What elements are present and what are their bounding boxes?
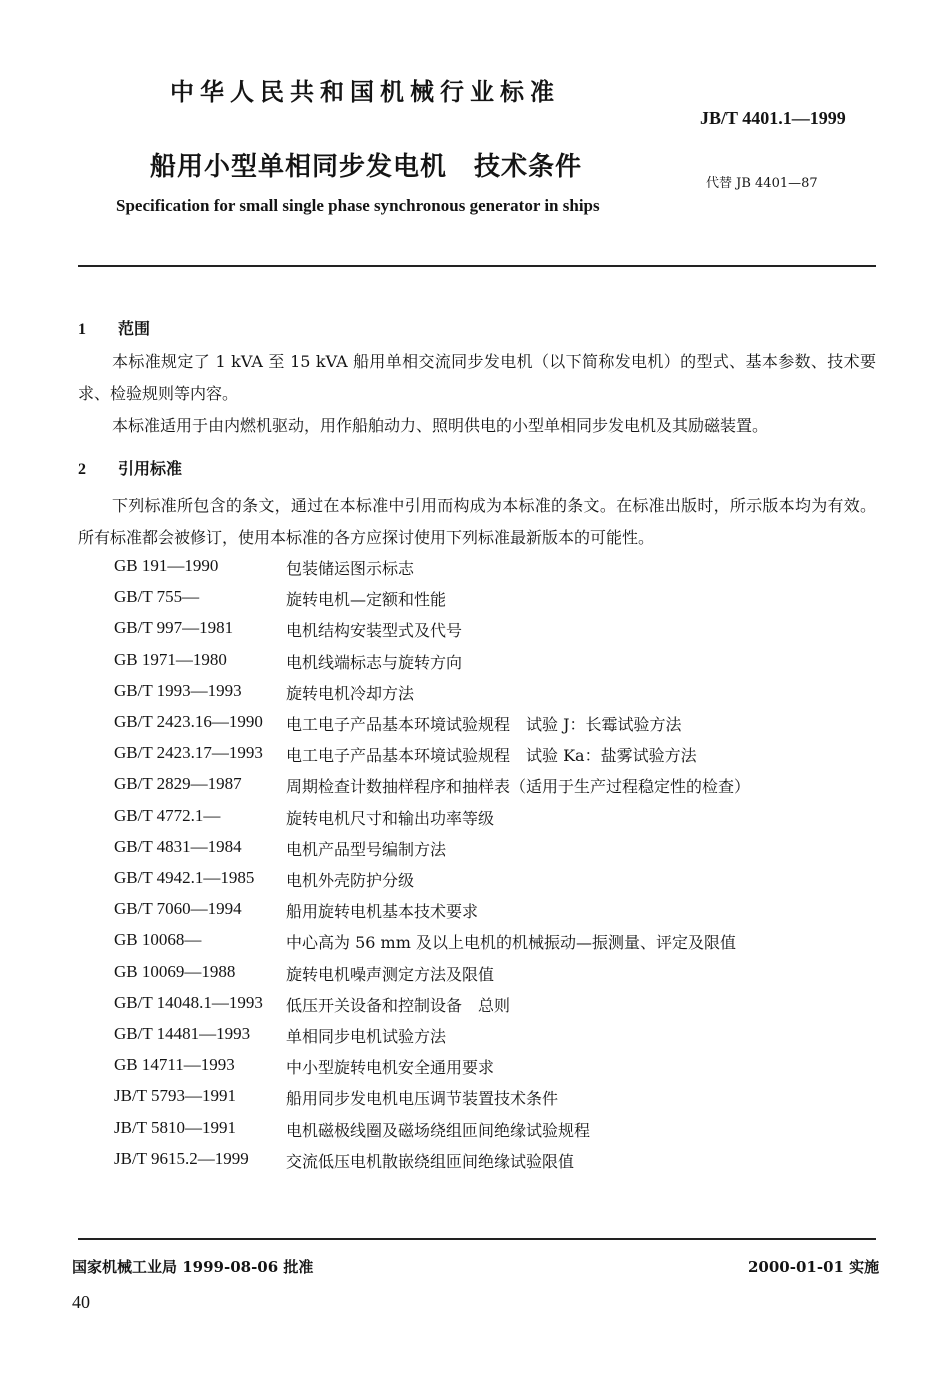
reference-code: GB 1971—1980 [114,649,227,669]
reference-title: 电机磁极线圈及磁场绕组匝间绝缘试验规程 [286,1120,591,1140]
reference-title: 电机外壳防护分级 [286,871,415,890]
reference-code: GB/T 4831—1984 [114,836,242,856]
reference-title: 电工电子产品基本环境试验规程 试验 J：长霉试验方法 [286,715,682,734]
reference-code: GB/T 1993—1993 [114,680,242,700]
document-title: 船用小型单相同步发电机 技术条件 [150,152,583,182]
reference-code: JB/T 5793—1991 [114,1086,237,1106]
reference-title: 低压开关设备和控制设备 总则 [286,995,511,1015]
scope-paragraph-2: 本标准适用于由内燃机驱动，用作船舶动力、照明供电的小型单相同步发电机及其励磁装置。 [112,416,769,435]
reference-title: 旋转电机尺寸和输出功率等级 [286,808,495,828]
reference-title: 单相同步电机试验方法 [286,1027,447,1046]
header-divider [78,265,876,267]
reference-title: 交流低压电机散嵌绕组匝间绝缘试验限值 [286,1151,575,1171]
replaces-standard: 代替 JB 4401—87 [706,176,818,191]
standard-number: JB/T 4401.1—1999 [700,108,846,128]
reference-title: 电机结构安装型式及代号 [286,621,463,641]
reference-code: GB/T 14048.1—1993 [114,992,263,1012]
footer-divider [78,1238,876,1240]
reference-code: GB/T 2423.16—1990 [114,712,263,731]
page-number: 40 [72,1292,90,1312]
references-intro-paragraph: 下列标准所包含的条文，通过在本标准中引用而构成为本标准的条文。在标准出版时，所示版本均为有效。所有标准都会被修订，使用本标准的各方应探讨使用下列标准最新版本的可能性。 [78,496,876,547]
section-title: 范围 [118,319,151,338]
reference-code: GB/T 14481—1993 [114,1024,251,1043]
approval-date: 国家机械工业局 1999-08-06 批准 [72,1258,314,1276]
reference-code: GB/T 4942.1—1985 [114,868,255,887]
section-heading-scope [78,316,150,339]
reference-title: 旋转电机—定额和性能 [286,590,447,610]
reference-title: 周期检查计数抽样程序和抽样表（适用于生产过程稳定性的检查） [286,777,751,797]
reference-code: GB 191—1990 [114,556,219,575]
reference-code: GB/T 2829—1987 [114,774,242,794]
reference-title: 电机线端标志与旋转方向 [286,652,463,672]
reference-code: GB 14711—1993 [114,1055,235,1075]
reference-code: GB 10069—1988 [114,961,236,981]
implementation-date: 2000-01-01 实施 [748,1258,880,1276]
reference-title: 船用旋转电机基本技术要求 [286,902,479,922]
reference-code: GB/T 2423.17—1993 [114,743,263,763]
issuing-authority-title: 中华人民共和国机械行业标准 [170,78,560,106]
reference-title: 中心高为 56 mm 及以上电机的机械振动—振测量、评定及限值 [286,933,736,953]
section-title: 引用标准 [118,459,183,478]
scope-paragraph-1: 本标准规定了 1 kVA 至 15 kVA 船用单相交流同步发电机（以下简称发电机）的型式、基本参数、技术要求、检验规则等内容。 [78,352,876,403]
reference-code: GB/T 4772.1— [114,805,221,825]
reference-title: 电机产品型号编制方法 [286,839,447,859]
reference-title: 旋转电机冷却方法 [286,683,415,703]
reference-code: JB/T 5810—1991 [114,1117,237,1137]
reference-code: JB/T 9615.2—1999 [114,1148,249,1168]
english-title: Specification for small single phase synchronous generator in ships [116,196,600,215]
reference-title: 电工电子产品基本环境试验规程 试验 Ka：盐雾试验方法 [286,746,697,766]
reference-code: GB/T 997—1981 [114,618,234,638]
reference-title: 中小型旋转电机安全通用要求 [286,1058,495,1078]
reference-title: 包装储运图示标志 [286,559,415,578]
reference-title: 船用同步发电机电压调节装置技术条件 [286,1089,559,1109]
section-heading-references [78,456,182,479]
section-number: 1 [78,321,86,338]
reference-code: GB/T 755— [114,587,200,607]
reference-code: GB/T 7060—1994 [114,899,242,919]
reference-code: GB 10068— [114,930,202,950]
reference-title: 旋转电机噪声测定方法及限值 [286,964,495,984]
section-number: 2 [78,461,86,478]
